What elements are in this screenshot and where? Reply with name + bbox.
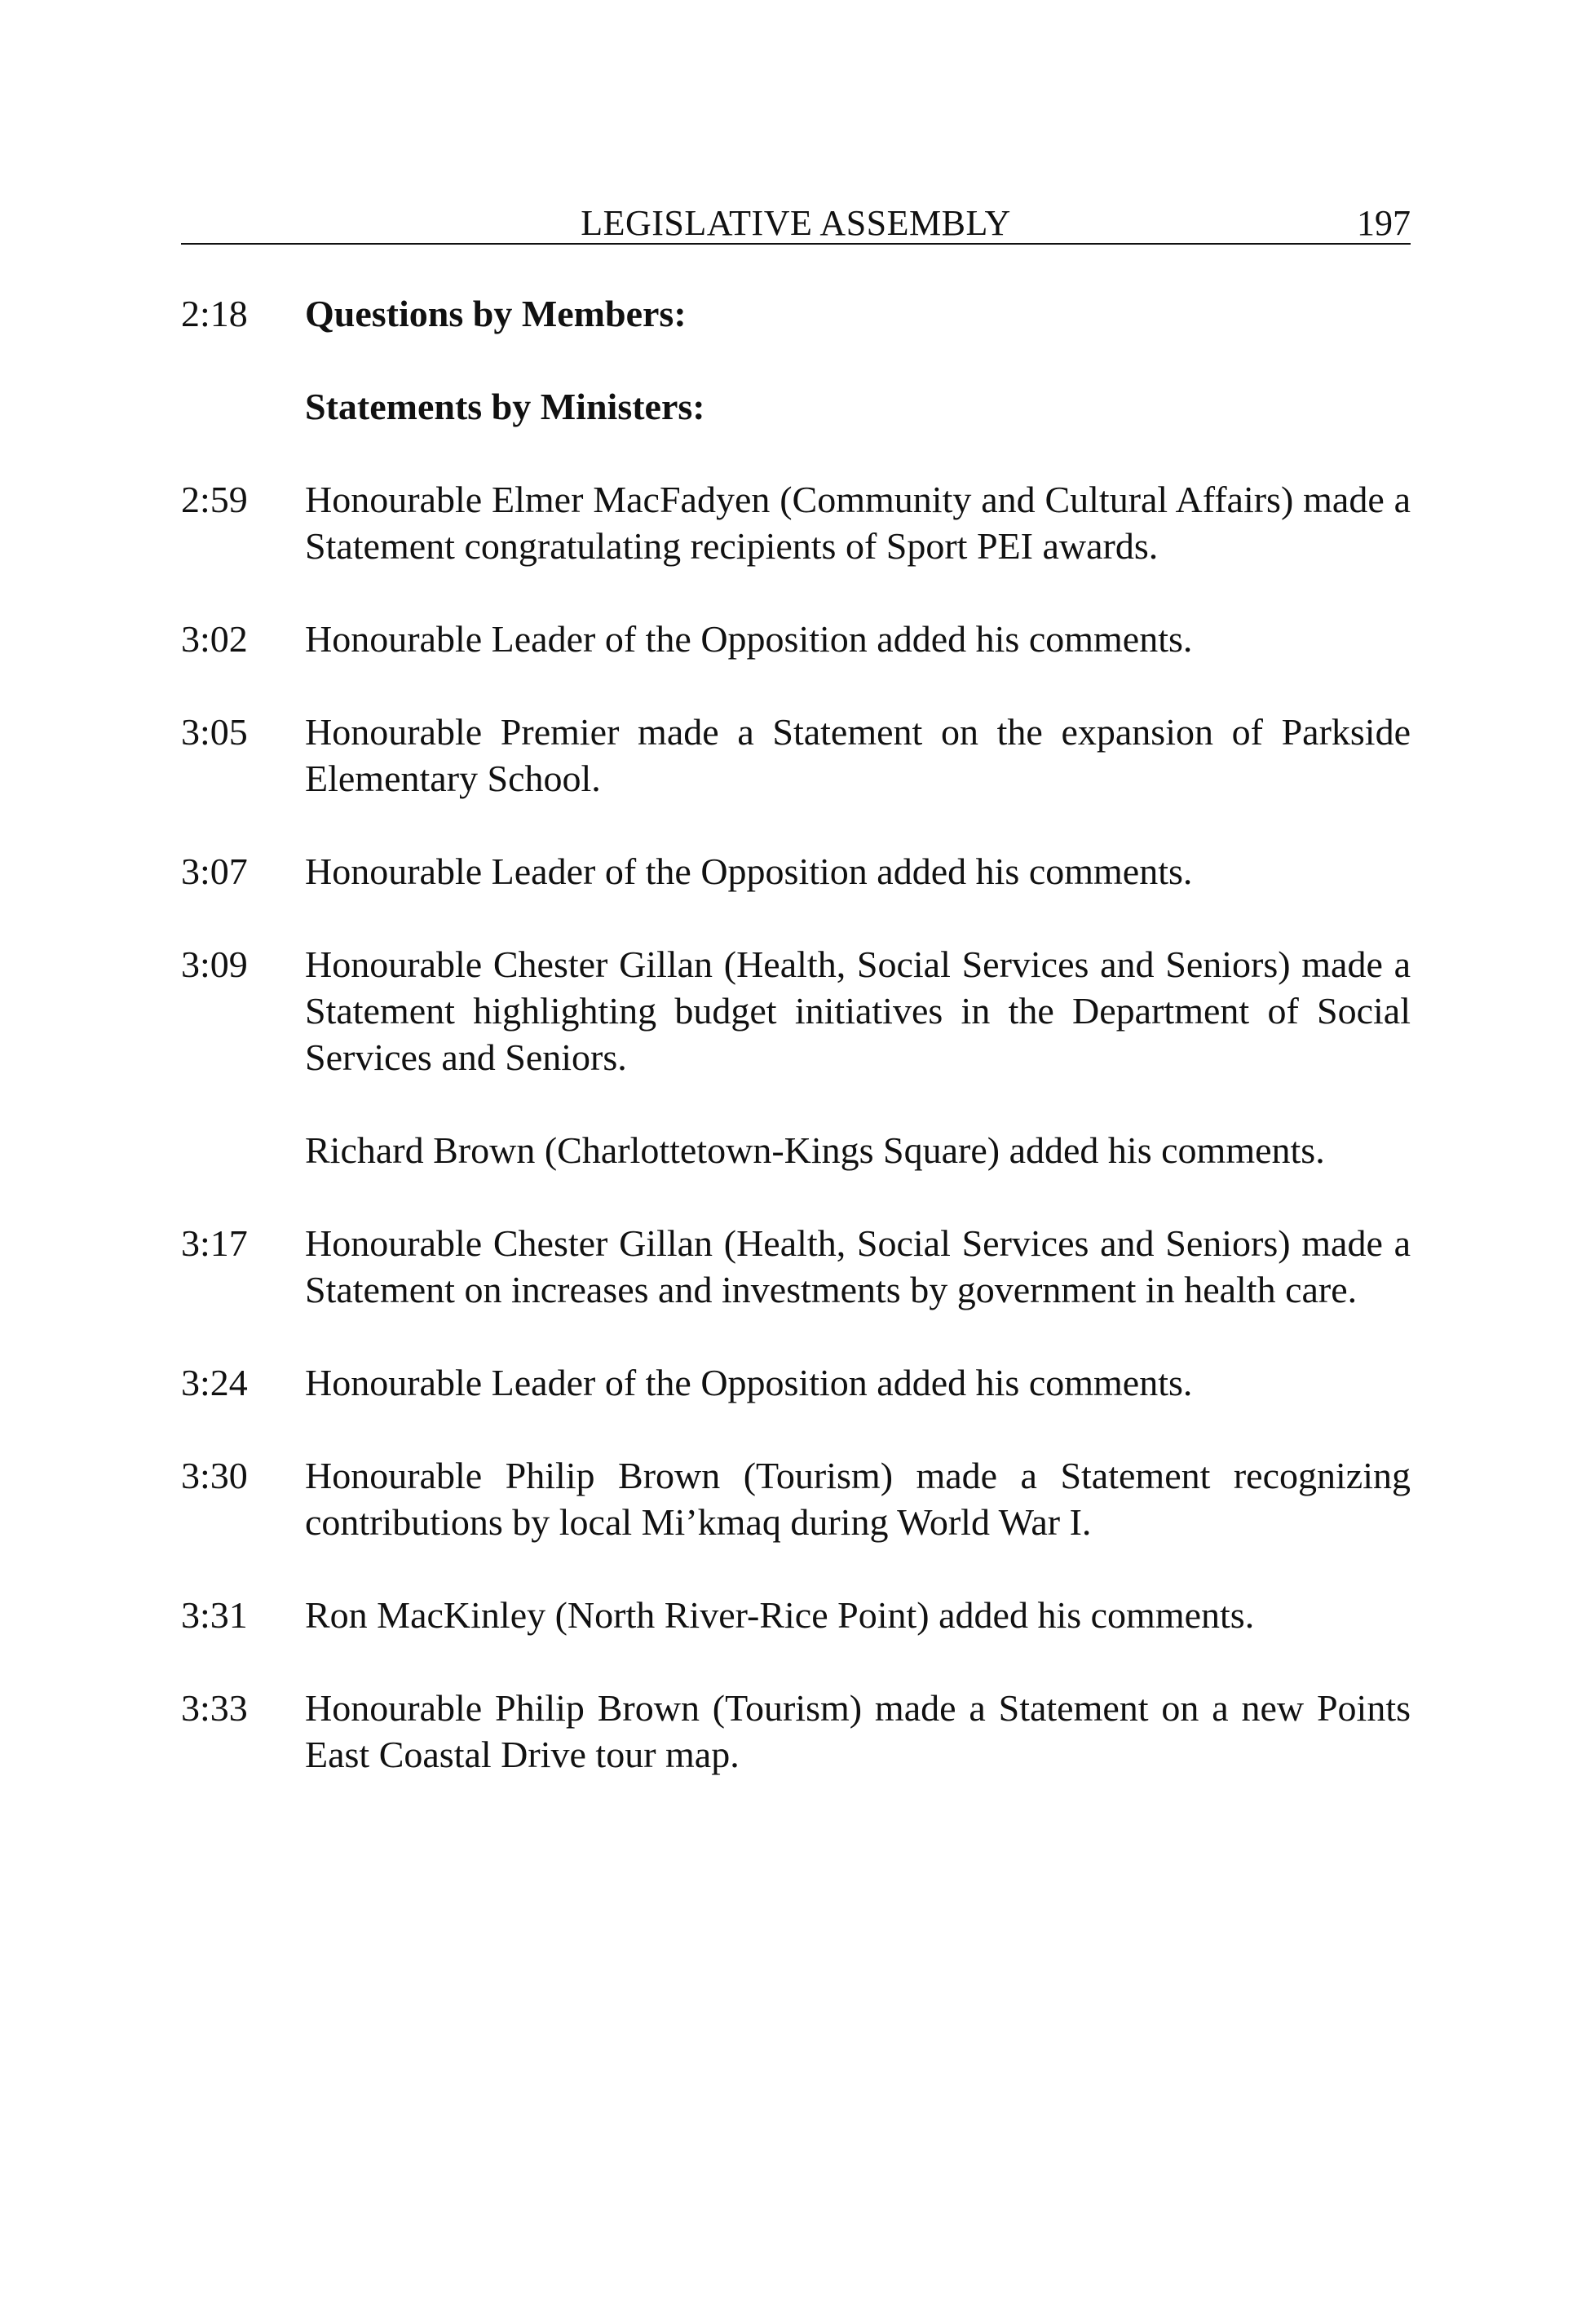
entry-text: Honourable Philip Brown (Tourism) made a Statement recognizing contributions by local Mi’kmaq during World War I. (305, 1455, 1411, 1543)
entry-time: 3:02 (181, 618, 248, 660)
journal-page (181, 204, 1411, 1824)
entry-time: 3:31 (181, 1594, 248, 1636)
proceedings-list (181, 290, 1411, 1778)
entry-item (181, 1592, 1411, 1638)
entry-time (181, 1127, 305, 1173)
section-heading: Questions by Members: (305, 293, 687, 334)
header-title: LEGISLATIVE ASSEMBLY (581, 203, 1011, 243)
entry-text: Honourable Leader of the Opposition added his comments. (305, 618, 1193, 660)
entry-time: 3:24 (181, 1362, 248, 1403)
entry-time: 3:05 (181, 711, 248, 753)
entry-text: Honourable Elmer MacFadyen (Community and Cultural Affairs) made a Statement congratulating recipients of Sport PEI awards. (305, 479, 1411, 567)
entry-text: Honourable Premier made a Statement on the expansion of Parkside Elementary School. (305, 711, 1411, 799)
entry-item (181, 1220, 1411, 1313)
entry-item (181, 1359, 1411, 1406)
entry-time: 3:17 (181, 1222, 248, 1264)
entry-time (181, 383, 305, 430)
entry-item (181, 616, 1411, 662)
entry-item (181, 1685, 1411, 1778)
entry-item (181, 1452, 1411, 1545)
entry-time: 3:07 (181, 851, 248, 892)
page-number: 197 (1357, 203, 1411, 243)
entry-time: 3:30 (181, 1455, 248, 1496)
entry-item (181, 941, 1411, 1080)
entry-item (181, 1127, 1411, 1173)
entry-time: 2:59 (181, 479, 248, 520)
entry-time: 3:33 (181, 1687, 248, 1729)
entry-text: Honourable Leader of the Opposition added his comments. (305, 1362, 1193, 1403)
entry-text: Ron MacKinley (North River-Rice Point) added his comments. (305, 1594, 1255, 1636)
entry-item (181, 709, 1411, 802)
entry-item (181, 848, 1411, 895)
section-heading: Statements by Ministers: (305, 386, 705, 427)
entry-text: Richard Brown (Charlottetown-Kings Square) added his comments. (305, 1129, 1325, 1171)
page-header (181, 204, 1411, 245)
entry-text: Honourable Philip Brown (Tourism) made a Statement on a new Points East Coastal Drive tour map. (305, 1687, 1411, 1775)
entry-item (181, 476, 1411, 569)
entry-time: 3:09 (181, 943, 248, 985)
entry-statements-by-ministers (181, 383, 1411, 430)
entry-text: Honourable Chester Gillan (Health, Social Services and Seniors) made a Statement on increases and investments by government in health care. (305, 1222, 1411, 1310)
entry-text: Honourable Chester Gillan (Health, Social Services and Seniors) made a Statement highlighting budget initiatives in the Department of Social Services and Seniors. (305, 943, 1411, 1078)
entry-text: Honourable Leader of the Opposition added his comments. (305, 851, 1193, 892)
entry-questions-by-members (181, 290, 1411, 337)
entry-time: 2:18 (181, 293, 248, 334)
